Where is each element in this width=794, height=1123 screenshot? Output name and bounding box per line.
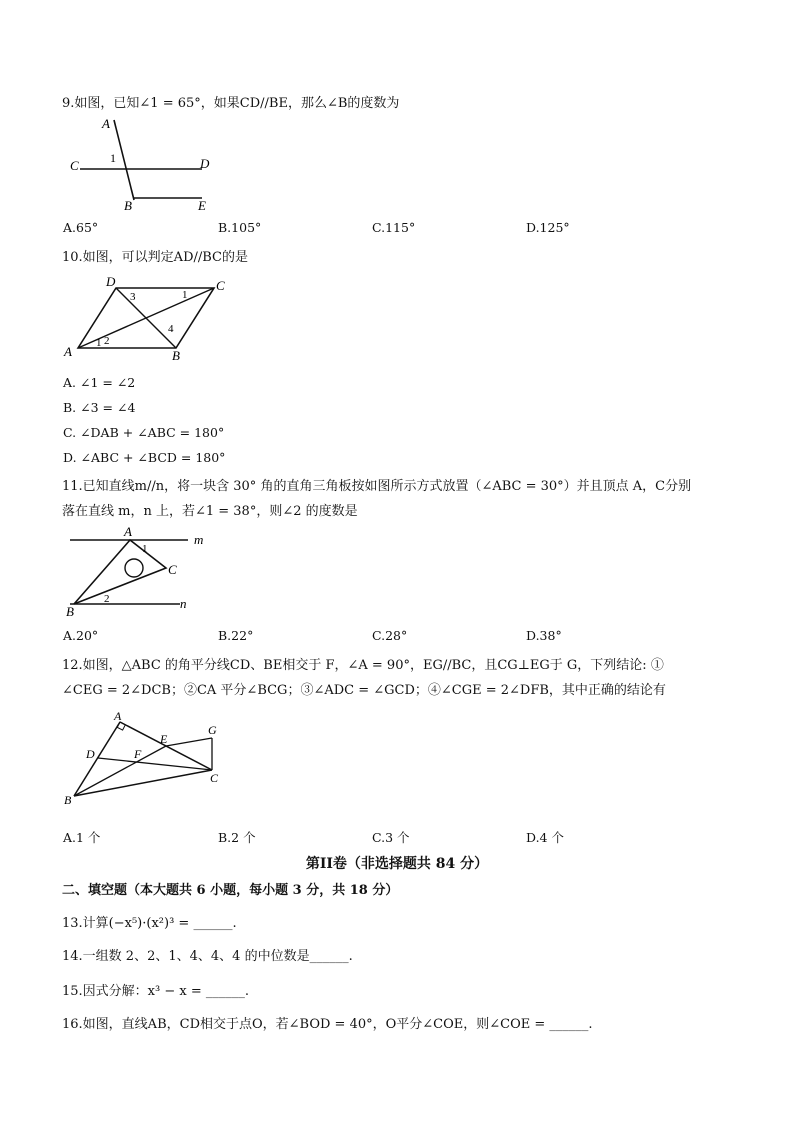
- q11-label-a: A: [124, 524, 132, 539]
- q9-option-c[interactable]: C.115°: [372, 220, 416, 235]
- q10-angle-3: 3: [130, 291, 136, 303]
- q12-label-e: E: [160, 732, 168, 746]
- part2-title: 第II卷（非选择题共 84 分）: [305, 856, 489, 872]
- q13: 13.计算(−x⁵)·(x²)³ = ______.: [62, 916, 237, 931]
- q12-option-a[interactable]: A.1 个: [63, 830, 101, 845]
- q11-angle-2: 2: [104, 593, 110, 605]
- q11-label-n: n: [180, 596, 187, 611]
- q9-figure: [62, 112, 222, 216]
- q10-angle-1: 1: [96, 337, 102, 349]
- q10-label-a: A: [64, 344, 72, 359]
- q10-label-d: D: [106, 274, 116, 289]
- q15: 15.因式分解：x³ − x = ______.: [62, 984, 249, 999]
- q11-option-c[interactable]: C.28°: [372, 628, 408, 643]
- q11-label-b: B: [66, 604, 74, 618]
- q14: 14.一组数 2、2、1、4、4、4 的中位数是______.: [62, 949, 353, 964]
- q11-triangle: [74, 540, 166, 604]
- q10-figure: [62, 272, 232, 366]
- q9-angle-1: 1: [110, 151, 116, 165]
- q10-angle-2: 2: [104, 335, 110, 347]
- q10-option-a[interactable]: A. ∠1 = ∠2: [63, 375, 136, 390]
- q11-label-c: C: [168, 562, 177, 577]
- q10-option-d[interactable]: D. ∠ABC + ∠BCD = 180°: [63, 450, 226, 465]
- q9-label-e: E: [198, 198, 206, 212]
- q11-option-a[interactable]: A.20°: [63, 628, 99, 643]
- q12-label-c: C: [210, 771, 219, 785]
- q9-stem: 9.如图，已知∠1 = 65°，如果CD//BE，那么∠B的度数为: [62, 96, 400, 111]
- q12-label-g: G: [208, 723, 217, 737]
- q12-label-d: D: [86, 747, 95, 761]
- q16: 16.如图，直线AB，CD相交于点O，若∠BOD = 40°，O平分∠COE，则∠COE = ______.: [62, 1017, 593, 1032]
- q12-label-f: F: [134, 747, 142, 761]
- q11-figure: [62, 524, 222, 622]
- q9-label-c: C: [70, 158, 79, 173]
- q12-label-b: B: [64, 793, 72, 807]
- q11-angle-1: 1: [142, 543, 148, 555]
- q10-angle-4: 4: [168, 323, 174, 335]
- q12-figure: [62, 710, 232, 814]
- q10-option-c[interactable]: C. ∠DAB + ∠ABC = 180°: [63, 425, 225, 440]
- q12-side-bc: [74, 770, 212, 796]
- q12-option-c[interactable]: C.3 个: [372, 830, 410, 845]
- q9-option-b[interactable]: B.105°: [218, 220, 262, 235]
- q12-stem-line2: ∠CEG = 2∠DCB；②CA 平分∠BCG；③∠ADC = ∠GCD；④∠CGE = 2∠DFB，其中正确的结论有: [62, 683, 666, 698]
- q9-option-d[interactable]: D.125°: [526, 220, 570, 235]
- q10-stem: 10.如图，可以判定AD//BC的是: [62, 250, 248, 265]
- q10-angle-1b: 1: [182, 289, 188, 301]
- q9-line-ab: [114, 120, 134, 200]
- q12-option-b[interactable]: B.2 个: [218, 830, 256, 845]
- q12-stem-line1: 12.如图，△ABC 的角平分线CD、BE相交于 F，∠A = 90°，EG//BC，且CG⊥EG于 G，下列结论: ①: [62, 658, 664, 673]
- q10-label-b: B: [172, 348, 180, 362]
- q9-option-a[interactable]: A.65°: [63, 220, 99, 235]
- q10-diagonal-bd: [116, 288, 176, 348]
- q12-label-a: A: [114, 710, 122, 723]
- q9-label-b: B: [124, 198, 132, 212]
- q11-stem-line1: 11.已知直线m//n，将一块含 30° 角的直角三角板按如图所示方式放置（∠ABC = 30°）并且顶点 A，C分别: [62, 479, 692, 494]
- q11-option-b[interactable]: B.22°: [218, 628, 254, 643]
- q12-segment-eg: [166, 738, 212, 746]
- q11-label-m: m: [194, 532, 204, 547]
- q10-option-b[interactable]: B. ∠3 = ∠4: [63, 400, 136, 415]
- q12-bisector-cd: [98, 758, 212, 770]
- section2-heading: 二、填空题（本大题共 6 小题，每小题 3 分，共 18 分）: [62, 883, 399, 898]
- q9-label-d: D: [200, 156, 210, 171]
- q11-option-d[interactable]: D.38°: [526, 628, 562, 643]
- q11-stem-line2: 落在直线 m，n 上，若∠1 = 38°，则∠2 的度数是: [62, 504, 358, 519]
- q12-option-d[interactable]: D.4 个: [526, 830, 564, 845]
- q9-label-a: A: [102, 116, 110, 131]
- q10-label-c: C: [216, 278, 225, 293]
- q11-triangle-hole: [125, 559, 143, 577]
